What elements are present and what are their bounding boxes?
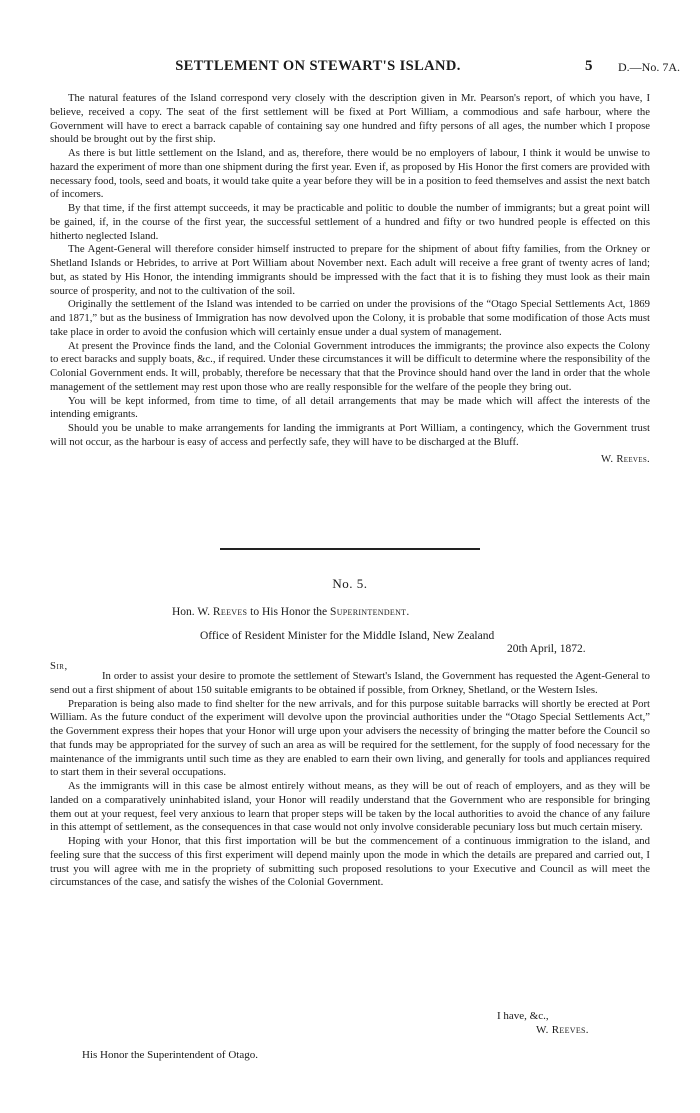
paragraph: By that time, if the first attempt succeeds, it may be practicable and politic to double the number of immigrants; but a great point will be gained, if, in the course of the first year, the successful settlement of a hundred and fifty or two hundred people is effected on this hitherto neglected Island. <box>50 202 650 242</box>
paragraph: As there is but little settlement on the Island, and as, therefore, there would be no employers of labour, I think it would be unwise to hazard the experiment of more than one shipment during the first year. Even if, as proposed by His Honor the first comers are provided with necessary food, tools, seed and boats, it would take quite a year before they will be in a position to feed themselves and assist the next batch of incomers. <box>50 147 650 201</box>
address-line <box>172 606 410 618</box>
closing: I have, &c., <box>497 1010 549 1022</box>
paragraph: Originally the settlement of the Island was intended to be carried on under the provisions of the “Otago Special Settlements Act, 1869 and 1871,” but as the business of Immigration has now devolved upon the Colony, it is probable that some modification of those Acts must take place in order to avoid the confusion which will certainly ensue under a dual system of management. <box>50 298 650 338</box>
paragraph: The natural features of the Island correspond very closely with the description given in Mr. Pearson's report, of which you have, I believe, received a copy. The seat of the first settlement will be fixed at Port William, a commodious and safe harbour, where the Government will have to erect a barrack capable of containing say one hundred and fifty persons of all ages, the number which I propose should be brought out by the first ship. <box>50 92 650 146</box>
document-reference: D.—No. 7A. <box>618 60 680 74</box>
paragraph: The Agent-General will therefore consider himself instructed to prepare for the shipment of about fifty families, from the Orkney or Shetland Islands or Hebrides, to arrive at Port William about November next. Each adult will receive a free grant of twenty acres of land; but, as stated by His Honor, the intending immigrants should be impressed with the fact that it is to fishing they must look as their main source of prosperity, and not to the cultivation of the soil. <box>50 243 650 297</box>
signature: W. Reeves. <box>536 1024 589 1036</box>
paragraph: In order to assist your desire to promote the settlement of Stewart's Island, the Government has requested the Agent-General to send out a first shipment of about 150 suitable emigrants to be obtained if possible, from Orkney, Shetland, or the Western Isles. <box>50 670 650 696</box>
address-middle: to His Honor the <box>247 606 330 618</box>
signature: W. Reeves. <box>600 452 650 465</box>
letter-date: 20th April, 1872. <box>507 643 586 655</box>
paragraph: At present the Province finds the land, and the Colonial Government introduces the immigrants; the province also expects the Colony to erect baracks and supply boats, &c., if required. Under these circumstances it will be difficult to determine where the responsibility of the Colonial Government ends. It will, probably, therefore be necessary that that the Province should hand over the land in order that the whole management of the settlement may rest upon those who are really responsible for the welfare of the people they bring out. <box>50 339 650 393</box>
sender-name: Reeves <box>212 606 248 618</box>
recipient-line: His Honor the Superintendent of Otago. <box>82 1049 258 1061</box>
paragraph: As the immigrants will in this case be almost entirely without means, as they will be out of reach of employers, and as they will be landed on a comparatively uninhabited island, your Honor will readily understand that the Government who are responsible for bringing them out at your request, feel very anxious to learn that proper steps will be taken by the local authorities to avoid the chance of any failure in this attempt of settlement, as the consequences in that case would not only involve considerable pecuniary loss but much certain misery. <box>50 780 650 834</box>
paragraph: You will be kept informed, from time to time, of all detail arrangements that may be made which will affect the interests of the intending emigrants. <box>50 394 650 421</box>
address-prefix: Hon. W. <box>172 606 213 618</box>
paragraph: Should you be unable to make arrangements for landing the immigrants at Port William, a contingency, which the Government trust will not occur, as the harbour is easy of access and perfectly safe, they will have to be discharged at the Bluff. <box>50 422 650 448</box>
recipient-title: Superintendent. <box>330 606 410 618</box>
page-number: 5 <box>585 58 593 74</box>
letter-two-body <box>50 670 650 890</box>
letter-number: No. 5. <box>332 576 368 591</box>
paragraph: Hoping with your Honor, that this first importation will be but the commencement of a continuous immigration to the island, and feeling sure that the success of this first experiment will depend mainly upon the mode in which the details are prepared and carried out, I trust you will agree with me in the propriety of submitting such proposed resolutions to your Executive and Council as will meet the circumstances of the case, and satisfy the wishes of the Colonial Government. <box>50 835 650 889</box>
office-line: Office of Resident Minister for the Middle Island, New Zealand <box>200 630 495 642</box>
paragraph: Preparation is being also made to find shelter for the new arrivals, and for this purpose suitable barracks will shortly be erected at Port William. As the future conduct of the experiment will devolve upon the provincial authorities under the “Otago Special Settlements Act,” the Government express their hopes that your Honor will urge upon your advisers the necessity of bringing the matter before the Council so that funds may be appropriated for the survey of such an area as will be required for the settlement, for the supply of food necessary for the maintenance of the immigrants until such time as they are enabled to earn their own living, and generally for tools and appliances required to start them in their several occupations. <box>50 697 650 779</box>
salutation: Sir, <box>50 660 68 672</box>
letter-one-body <box>50 92 650 466</box>
running-title: SETTLEMENT ON STEWART'S ISLAND. <box>175 58 461 74</box>
section-divider <box>220 548 480 550</box>
page-header <box>0 58 700 80</box>
